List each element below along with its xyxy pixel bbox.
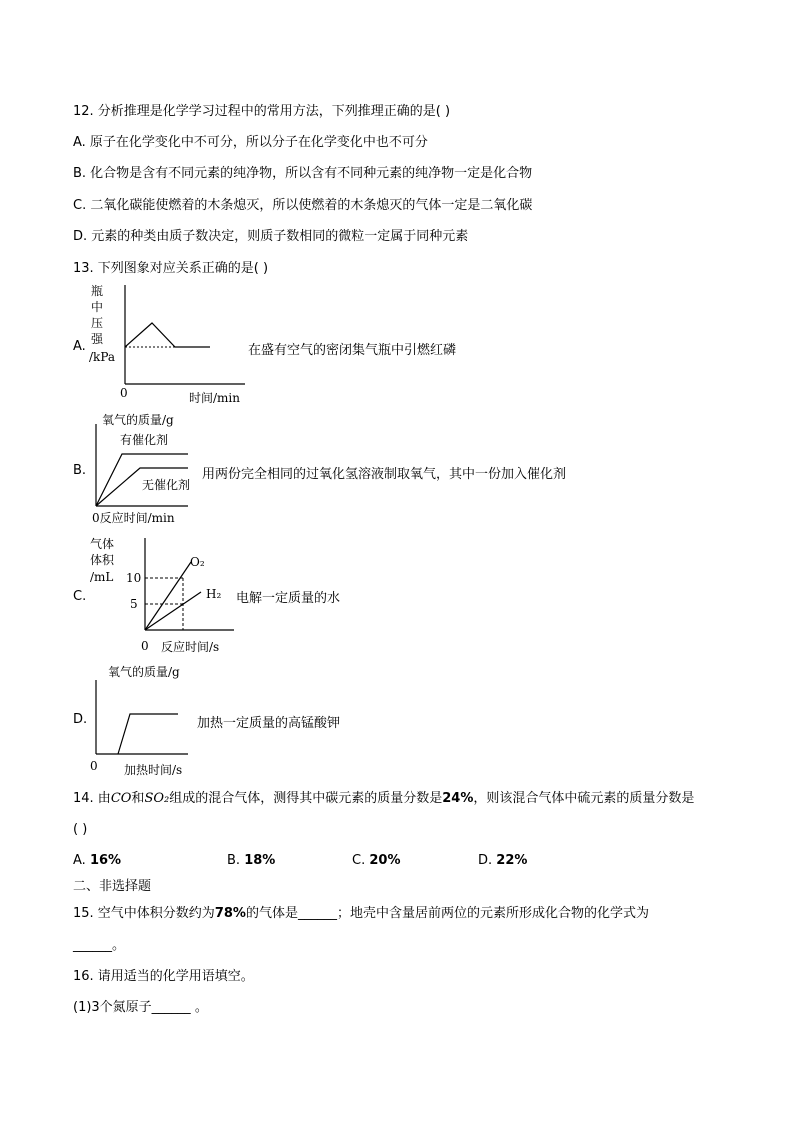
section-heading: 二、非选择题 [73, 879, 152, 894]
q13-c-origin: 0 [141, 639, 149, 653]
q14-stem-part3: 和 [131, 791, 145, 806]
q13-c-line-h2 [145, 592, 201, 630]
q16-stem: 16. 请用适当的化学用语填空。 [73, 969, 254, 984]
q12-option-c: C. 二氧化碳能使燃着的木条熄灭，所以使燃着的木条熄灭的气体一定是二氧化碳 [73, 198, 533, 213]
q13-d-label: D. [73, 712, 88, 727]
q13-d-origin: 0 [90, 759, 98, 773]
q13-c-label: C. [73, 589, 87, 604]
q12-option-a: A. 原子在化学变化中不可分，所以分子在化学变化中也不可分 [73, 135, 428, 150]
q13-c-desc: 电解一定质量的水 [236, 591, 341, 606]
q14-stem-part7: ，则该混合气体中硫元素的质量分数是 [473, 791, 695, 806]
q15-line2: ______。 [73, 938, 126, 953]
q14-option-d: D. 22% [478, 853, 528, 868]
q14-option-a: A. 16% [73, 853, 122, 868]
q14-formula-so2: SO₂ [144, 791, 170, 806]
q12-stem: 12. 分析推理是化学学习过程中的常用方法，下列推理正确的是( ) [73, 104, 451, 119]
q13-d-ylabel: 氧气的质量/g [108, 665, 180, 679]
q14-stem [73, 791, 694, 807]
q13-a-ylabel-1: 瓶 [91, 284, 104, 298]
q13-a-origin: 0 [120, 386, 128, 400]
q13-b-graph [90, 410, 200, 528]
q13-c-ylabel-3: /mL [90, 570, 114, 584]
q13-a-ylabel-5: /kPa [89, 350, 116, 364]
q14-stem-part1: 14. 由 [73, 791, 111, 806]
q13-d-xlabel: 加热时间/s [124, 763, 183, 777]
q13-b-ylabel: 氧气的质量/g [102, 413, 174, 427]
q13-c-ylabel-2: 体积 [90, 553, 115, 567]
q13-a-curve [125, 323, 210, 347]
q13-c-graph [88, 534, 238, 656]
q12-option-d: D. 元素的种类由质子数决定，则质子数相同的微粒一定属于同种元素 [73, 229, 469, 244]
q13-c-xlabel: 反应时间/s [161, 640, 220, 654]
q13-c-h2-label: H₂ [206, 587, 222, 601]
q13-a-desc: 在盛有空气的密闭集气瓶中引燃红磷 [248, 343, 457, 358]
q14-formula-co: CO [110, 791, 132, 806]
q13-stem: 13. 下列图象对应关系正确的是( ) [73, 261, 269, 276]
q13-c-o2-label: O₂ [190, 555, 205, 569]
q14-option-b: B. 18% [227, 853, 276, 868]
q13-a-ylabel-2: 中 [91, 300, 104, 314]
q13-b-curve1-label: 有催化剂 [120, 433, 169, 447]
q13-a-graph [85, 281, 255, 406]
q13-c-line-o2 [145, 562, 191, 630]
q12-option-b: B. 化合物是含有不同元素的纯净物，所以含有不同种元素的纯净物一定是化合物 [73, 166, 533, 181]
q14-option-c: C. 20% [352, 853, 401, 868]
q13-b-curve2-label: 无催化剂 [142, 478, 191, 492]
q13-b-desc: 用两份完全相同的过氧化氢溶液制取氧气，其中一份加入催化剂 [202, 467, 567, 482]
q13-c-ylabel-1: 气体 [90, 537, 115, 551]
q13-a-ylabel-3: 压 [91, 316, 104, 330]
q13-d-curve [118, 714, 178, 754]
q13-c-tick-10: 10 [126, 571, 142, 585]
q13-c-tick-5: 5 [130, 597, 138, 611]
q14-paren: ( ) [73, 822, 88, 837]
q14-percent: 24% [442, 791, 474, 806]
q15-line1: 15. 空气中体积分数约为78%的气体是______；地壳中含量居前两位的元素所形成化合物的化学式为 [73, 906, 649, 921]
q16-sub1: (1)3个氮原子______ 。 [73, 1000, 208, 1015]
q13-d-graph [88, 660, 208, 780]
q13-d-desc: 加热一定质量的高锰酸钾 [197, 716, 341, 731]
q13-b-xlabel: 0反应时间/min [92, 511, 175, 525]
q13-b-label: B. [73, 463, 87, 478]
q13-a-label: A. [73, 339, 86, 354]
q14-stem-part5: 组成的混合气体，测得其中碳元素的质量分数是 [169, 791, 443, 806]
q13-a-xlabel: 时间/min [189, 391, 240, 405]
q13-a-ylabel-4: 强 [91, 332, 104, 346]
